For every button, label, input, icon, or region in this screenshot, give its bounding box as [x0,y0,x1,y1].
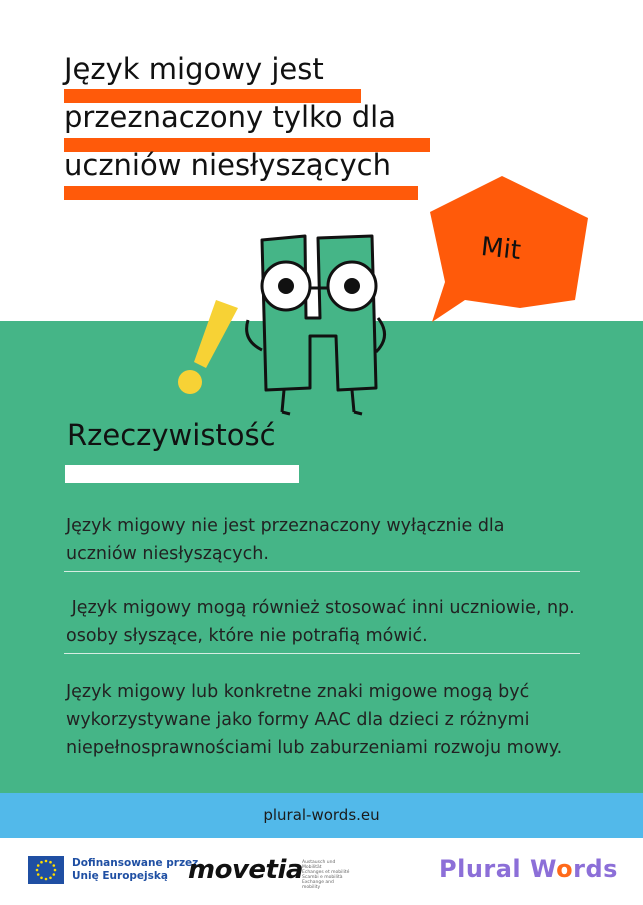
paragraph-1-line-1: Język migowy nie jest przeznaczony wyłącznie dla [66,516,505,536]
reality-heading: Rzeczywistość [67,418,276,452]
myth-badge-label: Mit [479,231,523,267]
movetia-tagline-4: Exchange and mobility [302,880,334,890]
plural-words-logo-part-1: Plural W [439,855,557,883]
paragraph-1-line-2: uczniów niesłyszących. [66,544,269,564]
paragraph-2-line-1: Język migowy mogą również stosować inni uczniowie, np. [66,598,575,618]
paragraph-3 [66,678,586,762]
plural-words-logo-o: o [556,855,574,883]
plural-words-logo [439,855,618,883]
letter-h-mascot-icon [247,236,385,414]
paragraph-2-line-2: osoby słyszące, które nie potrafią mówić. [66,626,428,646]
exclamation-mark-icon [178,300,238,394]
title-line-3: uczniów niesłyszących [64,148,391,182]
paragraph-3-line-3: niepełnosprawnościami lub zaburzeniami rozwoju mowy. [66,738,563,758]
eu-funding-line-1: Dofinansowane przez [72,857,199,869]
eu-flag-icon [28,856,64,884]
eu-funding-text [72,857,198,883]
movetia-tagline-2: Echanges et mobilité [302,870,350,875]
plural-words-logo-part-2: rds [573,855,618,883]
eu-funding-line-2: Unię Europejską [72,870,168,882]
paragraph-2 [66,594,586,650]
movetia-tagline-3: Scambi e mobilità [302,875,343,880]
title-line-1: Język migowy jest [64,52,324,86]
reality-heading-underline [65,465,299,483]
paragraph-1 [66,512,586,568]
movetia-tagline-1: Austausch und Mobilität [302,860,336,870]
illustration [0,0,643,420]
title-line-2: przeznaczony tylko dla [64,100,396,134]
divider-2 [64,653,580,654]
paragraph-3-line-2: wykorzystywane jako formy AAC dla dzieci z różnymi [66,710,530,730]
movetia-logo: movetia [188,855,303,885]
website-link[interactable]: plural-words.eu [263,806,380,824]
movetia-tagline [302,860,352,890]
divider-1 [64,571,580,572]
paragraph-3-line-1: Język migowy lub konkretne znaki migowe mogą być [66,682,530,702]
